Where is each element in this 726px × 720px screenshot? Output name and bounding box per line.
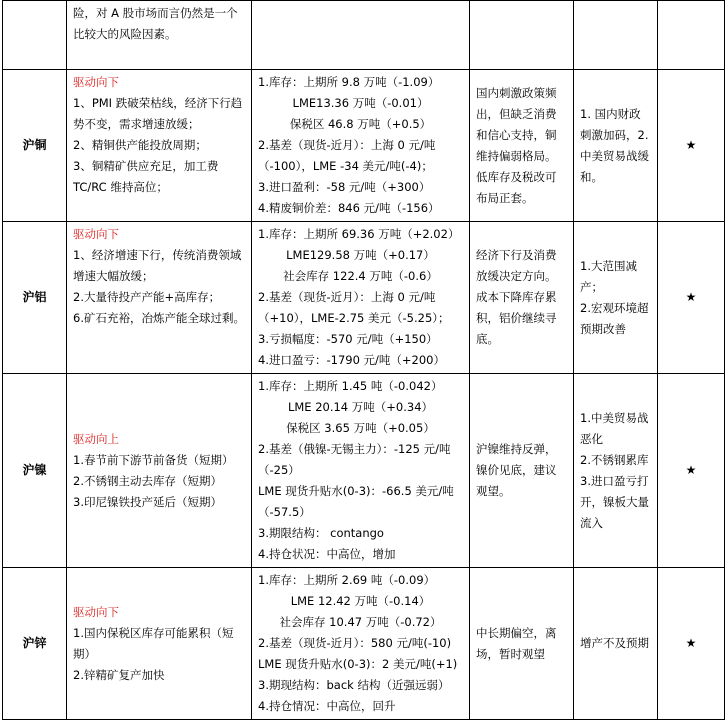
logic-cell xyxy=(67,568,252,720)
data-line: 3.期现结构：back 结构（近强远弱） xyxy=(258,678,450,692)
metals-outlook-table xyxy=(2,0,725,720)
text-line: 比较大的风险因素。 xyxy=(73,27,177,41)
view-cell: 经济下行及消费放缓决定方向。成本下降库存累积，铝价继续寻底。 xyxy=(470,222,574,374)
driver-label: 驱动向下 xyxy=(73,227,119,241)
driver-label: 驱动向下 xyxy=(73,604,119,619)
risk-cell: 1. 国内财政刺激加码，2.中美贸易战缓和。 xyxy=(574,70,658,222)
logic-cell xyxy=(67,222,252,374)
data-line: 3.亏损幅度：-570 元/吨（+150） xyxy=(258,332,438,346)
logic-cell xyxy=(67,70,252,222)
data-line: 4.持仓状况：中高位，增加 xyxy=(258,547,396,561)
risk-cell: 1.大范围减产； 2.宏观环境超预期改善 xyxy=(574,222,658,374)
risk-cell: 增产不及预期 xyxy=(574,568,658,720)
data-line: 保税区 46.8 万吨（+0.5） xyxy=(289,117,432,131)
logic-cell xyxy=(67,374,252,568)
data-line: 3.进口盈利：-58 元/吨（+300） xyxy=(258,180,431,194)
data-line: 2.基差（俄镍-无锡主力）：-125 元/吨（-25） xyxy=(258,442,451,477)
data-cell xyxy=(252,568,470,720)
data-line: 社会库存 10.47 万吨（-0.72） xyxy=(279,615,442,629)
empty-cell xyxy=(470,1,574,70)
table-row-nickel xyxy=(3,374,725,568)
table-row-aluminium xyxy=(3,222,725,374)
data-line: 3.期限结构： contango xyxy=(258,526,384,540)
view-cell: 沪镍维持反弹，镍价见底，建议观望。 xyxy=(470,374,574,568)
logic-line: 2.大量待投产产能+高库存； xyxy=(73,290,221,304)
data-line: 1.库存：上期所 2.69 吨（-0.09） xyxy=(258,573,436,587)
view-cell: 国内刺激政策频出，但缺乏消费和信心支持，铜维持偏弱格局。低库存及税改可布局正套。 xyxy=(470,70,574,222)
data-line: 2.基差（现货-近月）：580 元/吨(-10) xyxy=(258,636,452,650)
data-line: 4.进口盈亏：-1790 元/吨（+200） xyxy=(258,353,446,367)
logic-line: 1.国内保税区库存可能累积（短期） xyxy=(73,625,234,661)
logic-line: 3、铜精矿供应充足，加工费 TC/RC 维持高位； xyxy=(73,159,219,194)
data-line: 2.基差（现货-近月）：上海 0 元/吨（-100），LME -34 美元/吨(-4)； xyxy=(258,138,436,173)
data-line: LME 20.14 万吨（+0.34） xyxy=(287,400,434,414)
data-line: LME129.58 万吨（+0.17） xyxy=(286,248,435,262)
data-line: 1.库存：上期所 9.8 万吨（-1.09） xyxy=(258,75,440,89)
logic-line: 1、经济增速下行，传统消费领域增速大幅放缓； xyxy=(73,248,242,283)
data-line: 社会库存 122.4 万吨（-0.6） xyxy=(283,269,438,283)
logic-line: 6.矿石充裕，冶炼产能全球过剩。 xyxy=(73,311,245,325)
empty-cell xyxy=(3,1,67,70)
data-line: 1.库存：上期所 69.36 万吨（+2.02） xyxy=(258,227,460,241)
star-icon: ★ xyxy=(658,568,725,720)
logic-line: 1、PMI 跌破荣枯线，经济下行趋势不变，需求增速放缓； xyxy=(73,96,243,131)
logic-line: 1.春节前下游节前备货（短期） xyxy=(73,452,234,467)
empty-cell xyxy=(658,1,725,70)
driver-label: 驱动向上 xyxy=(73,431,119,446)
data-line: 1.库存：上期所 1.45 吨（-0.042） xyxy=(258,379,443,393)
empty-cell xyxy=(574,1,658,70)
data-cell xyxy=(252,374,470,568)
table-row-continuation xyxy=(3,1,725,70)
text-line: 险，对 A 股市场而言仍然是一个 xyxy=(73,6,238,20)
data-line: 4.持仓情况：中高位，回升 xyxy=(258,699,396,713)
logic-line: 2.锌精矿复产加快 xyxy=(73,667,165,682)
data-line: LME 12.42 万吨（-0.14） xyxy=(290,594,431,608)
data-cell xyxy=(252,222,470,374)
table-row-zinc xyxy=(3,568,725,720)
metal-name: 沪锌 xyxy=(3,568,67,720)
data-line: LME 现货升贴水(0-3)：2 美元/吨(+1) xyxy=(258,657,458,671)
empty-cell xyxy=(252,1,470,70)
logic-cell xyxy=(67,1,252,70)
data-line: 保税区 3.65 万吨（+0.05） xyxy=(286,421,435,435)
view-cell: 中长期偏空，离场，暂时观望 xyxy=(470,568,574,720)
metal-name: 沪铜 xyxy=(3,70,67,222)
data-line: LME13.36 万吨（-0.01） xyxy=(292,96,429,110)
star-icon: ★ xyxy=(658,222,725,374)
table-row-copper xyxy=(3,70,725,222)
star-icon: ★ xyxy=(658,70,725,222)
logic-line: 2.不锈钢主动去库存（短期） xyxy=(73,473,222,488)
driver-label: 驱动向下 xyxy=(73,75,119,89)
star-icon: ★ xyxy=(658,374,725,568)
data-cell xyxy=(252,70,470,222)
logic-line: 2、精铜供产能投放周期； xyxy=(73,138,207,152)
metal-name: 沪铝 xyxy=(3,222,67,374)
data-line: LME 现货升贴水(0-3)：-66.5 美元/吨（-57.5） xyxy=(258,484,454,519)
risk-cell: 1.中美贸易战恶化 2.不锈钢累库 3.进口盈亏打开，镍板大量流入 xyxy=(574,374,658,568)
metal-name: 沪镍 xyxy=(3,374,67,568)
data-line: 2.基差（现货-近月）：上海 0 元/吨（+10），LME-2.75 美元（-5.25）； xyxy=(258,290,450,325)
data-line: 4.精废铜价差：846 元/吨（-156） xyxy=(258,201,440,215)
logic-line: 3.印尼镍铁投产延后（短期） xyxy=(73,494,222,509)
